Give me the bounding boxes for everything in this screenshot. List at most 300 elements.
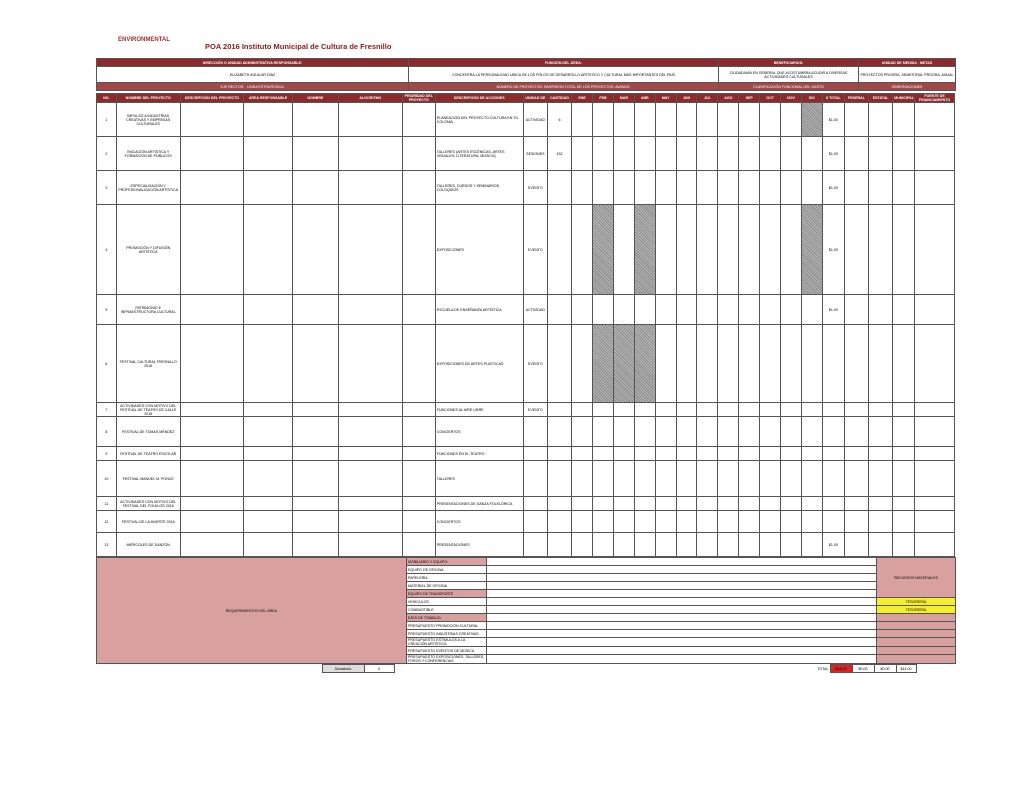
row-unidad: EVENTO (523, 403, 547, 417)
responsable-cell: ELIZABETH AGUILAR DÍAZ (97, 67, 409, 83)
requirement-item: EQUIPO DE TRANSPORTE (407, 590, 487, 598)
sumatoria-value: 0 (364, 665, 394, 673)
row-total: $1.00 (822, 533, 844, 557)
row-no: 3 (97, 171, 117, 205)
row-total (822, 447, 844, 461)
col-prioridad: PRIORIDAD DEL PROYECTO (402, 94, 435, 103)
row-unidad (523, 447, 547, 461)
row-total (822, 511, 844, 533)
row-nombre: PROMOCIÓN Y DIFUSIÓN ARTÍSTICA (116, 205, 180, 295)
req-grid (487, 598, 877, 606)
row-desc (180, 461, 244, 497)
month-cell (634, 325, 655, 403)
tesoreria-badge: TESORERÍA (877, 606, 956, 614)
month-cell (697, 325, 718, 403)
requirement-row (97, 558, 956, 566)
row-unidad: ACTIVIDAD (523, 103, 547, 137)
row-area (244, 533, 292, 557)
row-fuente (915, 205, 955, 295)
month-cell (613, 417, 634, 447)
month-header: MAR (613, 94, 634, 103)
row-no: 11 (97, 497, 117, 511)
month-cell (718, 447, 739, 461)
row-total: $1.00 (822, 205, 844, 295)
month-cell (718, 511, 739, 533)
row-fuente (915, 497, 955, 511)
total-label: TOTAL (817, 666, 829, 671)
month-cell (572, 325, 593, 403)
month-cell (697, 497, 718, 511)
month-cell (760, 533, 781, 557)
row-alg (338, 497, 402, 511)
row-no: 9 (97, 447, 117, 461)
month-cell (718, 103, 739, 137)
req-pad (877, 614, 956, 622)
row-nombre: FESTIVAL MANUEL M. PONCE (116, 461, 180, 497)
row-est (869, 511, 893, 533)
month-cell (655, 171, 676, 205)
month-cell (676, 205, 697, 295)
row-mun (893, 497, 915, 511)
row-cantidad (547, 325, 571, 403)
row-nombre: FESTIVAL DE TEATRO ESCOLAR (116, 447, 180, 461)
row-fuente (915, 103, 955, 137)
table-row (97, 511, 955, 533)
row-desc (180, 447, 244, 461)
month-cell (739, 417, 760, 447)
row-est (869, 533, 893, 557)
row-mun (893, 205, 915, 295)
row-nombre: IMPULSO A INDUSTRIAS CREATIVAS Y EMPRESAS CULTURALES (116, 103, 180, 137)
row-est (869, 205, 893, 295)
observaciones: OBSERVACIONES (859, 83, 956, 91)
row-est (869, 497, 893, 511)
row-mun (893, 403, 915, 417)
row-no: 8 (97, 417, 117, 447)
req-grid (487, 630, 877, 638)
row-fed (844, 417, 868, 447)
month-cell (634, 497, 655, 511)
month-header: JUL (697, 94, 718, 103)
month-cell (718, 325, 739, 403)
row-no: 4 (97, 205, 117, 295)
row-total (822, 403, 844, 417)
month-cell (613, 497, 634, 511)
month-cell (697, 103, 718, 137)
month-cell (718, 461, 739, 497)
month-cell (781, 403, 802, 417)
total-municipal: $14.00 (896, 665, 916, 673)
month-cell (760, 295, 781, 325)
month-header: ENE (572, 94, 593, 103)
row-fuente (915, 325, 955, 403)
month-cell (613, 171, 634, 205)
beneficiarios-header: BENEFICIARIOS: (719, 59, 859, 67)
req-grid (487, 590, 877, 598)
row-ind (292, 511, 338, 533)
total-sum: $14.00 (830, 665, 852, 673)
req-grid (487, 582, 877, 590)
row-cantidad: 6 (547, 103, 571, 137)
month-cell (697, 447, 718, 461)
month-cell (676, 171, 697, 205)
month-cell (593, 325, 614, 403)
metas-header: UNIDAD DE MEDIDA · METAS (859, 59, 956, 67)
table-row (97, 205, 955, 295)
row-unidad: ACTIVIDAD (523, 295, 547, 325)
row-nombre: ACTIVIDADES CON MOTIVO DEL FESTIVAL DEL FOLKLOR 2016 (116, 497, 180, 511)
col-acciones: DESCRIPCIÓN DE ACCIONES (435, 94, 523, 103)
row-accion: TALLERES (435, 461, 523, 497)
requirement-item: PRESUPUESTO PROMOCIÓN CULTURAL (407, 622, 487, 630)
month-cell (613, 295, 634, 325)
month-cell (572, 205, 593, 295)
month-cell (655, 103, 676, 137)
row-cantidad (547, 447, 571, 461)
row-alg (338, 533, 402, 557)
month-cell (739, 533, 760, 557)
row-unidad: EVENTO (523, 205, 547, 295)
month-cell (593, 497, 614, 511)
month-cell (572, 103, 593, 137)
row-fed (844, 447, 868, 461)
month-cell (572, 447, 593, 461)
month-cell (739, 447, 760, 461)
month-cell (697, 205, 718, 295)
row-nombre: FESTIVAL DE LA MUERTE 2016 (116, 511, 180, 533)
row-ind (292, 533, 338, 557)
row-desc (180, 533, 244, 557)
month-cell (676, 325, 697, 403)
month-cell (739, 171, 760, 205)
month-cell (634, 171, 655, 205)
requerimientos-label: REQUERIMIENTOS DEL ÁREA (97, 558, 407, 664)
col-area: ÁREA RESPONSABLE (244, 94, 292, 103)
row-est (869, 403, 893, 417)
table-row (97, 461, 955, 497)
header-table (96, 58, 956, 91)
row-alg (338, 205, 402, 295)
col-ind-nombre: NOMBRE (292, 94, 338, 103)
numero-proyectos: NÚMERO DE PROYECTOS: INVERSIÓN TOTAL DE LOS PROYECTOS: AVANCE: (409, 83, 719, 91)
row-accion: FUNCIONES EN EL TEATRO (435, 447, 523, 461)
month-cell (593, 533, 614, 557)
month-cell (781, 171, 802, 205)
month-header: NOV (781, 94, 802, 103)
month-cell (676, 137, 697, 171)
month-cell (781, 137, 802, 171)
month-cell (718, 497, 739, 511)
month-cell (613, 137, 634, 171)
row-fed (844, 325, 868, 403)
req-grid (487, 622, 877, 630)
row-prio (402, 447, 435, 461)
month-cell (739, 403, 760, 417)
month-cell (801, 205, 822, 295)
row-est (869, 447, 893, 461)
month-cell (801, 137, 822, 171)
month-cell (801, 447, 822, 461)
req-pad (877, 630, 956, 638)
row-est (869, 417, 893, 447)
row-no: 6 (97, 325, 117, 403)
row-area (244, 137, 292, 171)
row-prio (402, 171, 435, 205)
month-cell (613, 325, 634, 403)
month-cell (572, 511, 593, 533)
month-cell (781, 447, 802, 461)
month-cell (781, 205, 802, 295)
row-accion: TALLERES, CURSOS Y SEMINARIOS, COLOQUIOS (435, 171, 523, 205)
requirement-item: VEHÍCULOS (407, 598, 487, 606)
req-grid (487, 558, 877, 566)
month-cell (739, 137, 760, 171)
row-total: $1.00 (822, 103, 844, 137)
poa-spreadsheet (96, 58, 955, 673)
row-nombre: PATRIMONIO E INFRAESTRUCTURA CULTURAL (116, 295, 180, 325)
totals-table (96, 664, 955, 673)
row-ind (292, 325, 338, 403)
row-no: 10 (97, 461, 117, 497)
direccion-header: DIRECCIÓN O UNIDAD ADMINISTRATIVA RESPONSABLE: (97, 59, 409, 67)
row-area (244, 103, 292, 137)
row-alg (338, 171, 402, 205)
row-unidad: EVENTO (523, 325, 547, 403)
month-cell (697, 403, 718, 417)
row-fed (844, 295, 868, 325)
row-prio (402, 511, 435, 533)
month-cell (572, 461, 593, 497)
row-accion: ESCUELA DE ENSEÑANZA ARTÍSTICA (435, 295, 523, 325)
row-no: 1 (97, 103, 117, 137)
month-cell (655, 417, 676, 447)
req-grid (487, 638, 877, 647)
row-total: $1.00 (822, 295, 844, 325)
row-unidad (523, 533, 547, 557)
row-prio (402, 205, 435, 295)
row-area (244, 205, 292, 295)
month-cell (781, 295, 802, 325)
month-cell (593, 295, 614, 325)
col-cantidad: CANTIDAD (547, 94, 571, 103)
row-prio (402, 461, 435, 497)
beneficiarios-text: CIUDADANÍA EN GENERAL QUE ACOSTUMBRA ACUDIR A DIVERSAS ACTIVIDADES CULTURALES (719, 67, 859, 83)
month-cell (697, 171, 718, 205)
month-cell (697, 137, 718, 171)
month-cell (655, 403, 676, 417)
col-algoritmo: ALGORITMO (338, 94, 402, 103)
row-desc (180, 497, 244, 511)
row-alg (338, 417, 402, 447)
month-header: DIC (801, 94, 822, 103)
month-header: SEP (739, 94, 760, 103)
month-cell (572, 295, 593, 325)
month-cell (634, 447, 655, 461)
month-cell (760, 325, 781, 403)
month-cell (676, 533, 697, 557)
month-cell (572, 171, 593, 205)
req-grid (487, 566, 877, 574)
row-nombre: MIÉRCOLES DE DANZÓN (116, 533, 180, 557)
month-header: FEB (593, 94, 614, 103)
month-cell (760, 137, 781, 171)
funcion-header: FUNCIÓN DEL ÁREA: (409, 59, 719, 67)
month-cell (634, 205, 655, 295)
table-row (97, 137, 955, 171)
month-cell (801, 461, 822, 497)
rows-body (97, 103, 955, 557)
month-cell (676, 511, 697, 533)
month-cell (718, 295, 739, 325)
month-cell (593, 403, 614, 417)
row-prio (402, 417, 435, 447)
row-cantidad (547, 511, 571, 533)
row-fed (844, 137, 868, 171)
programacion-cell: PROYECTOS PROGRA. SEMESTRAL PROGRA. ANUAL (859, 67, 956, 83)
row-fuente (915, 417, 955, 447)
row-accion: EXPOSICIONES DE ARTES PLÁSTICAS (435, 325, 523, 403)
row-ind (292, 205, 338, 295)
row-accion: EXPOSICIONES (435, 205, 523, 295)
row-est (869, 461, 893, 497)
row-alg (338, 511, 402, 533)
month-cell (634, 461, 655, 497)
row-alg (338, 447, 402, 461)
row-unidad: EVENTO (523, 171, 547, 205)
row-area (244, 295, 292, 325)
row-est (869, 171, 893, 205)
month-cell (760, 447, 781, 461)
month-cell (676, 461, 697, 497)
row-area (244, 171, 292, 205)
month-cell (655, 325, 676, 403)
row-alg (338, 103, 402, 137)
row-cantidad (547, 497, 571, 511)
requirement-item: PRESUPUESTO ESTÍMULOS A LA CREACIÓN ARTÍSTICA (407, 638, 487, 647)
month-cell (739, 461, 760, 497)
row-no: 5 (97, 295, 117, 325)
month-cell (655, 461, 676, 497)
month-cell (613, 511, 634, 533)
row-ind (292, 497, 338, 511)
month-cell (760, 403, 781, 417)
month-header: ABR (634, 94, 655, 103)
month-cell (613, 447, 634, 461)
month-cell (739, 497, 760, 511)
row-cantidad (547, 171, 571, 205)
req-pad (877, 638, 956, 647)
row-fuente (915, 447, 955, 461)
row-desc (180, 171, 244, 205)
month-cell (655, 511, 676, 533)
row-fed (844, 511, 868, 533)
requirement-item: PRESUPUESTO INDUSTRIAS CREATIVAS (407, 630, 487, 638)
month-cell (760, 205, 781, 295)
row-desc (180, 205, 244, 295)
month-cell (676, 447, 697, 461)
row-ind (292, 171, 338, 205)
row-unidad (523, 511, 547, 533)
month-cell (676, 403, 697, 417)
row-cantidad (547, 461, 571, 497)
month-cell (760, 103, 781, 137)
tesoreria-badge: TESORERÍA (877, 598, 956, 606)
row-area (244, 325, 292, 403)
month-cell (655, 447, 676, 461)
month-cell (718, 171, 739, 205)
row-alg (338, 403, 402, 417)
row-ind (292, 403, 338, 417)
logo: ENVIRONMENTAL (118, 37, 170, 43)
requirement-item: PAPELERÍA (407, 574, 487, 582)
req-pad (877, 622, 956, 630)
requirement-item: EQUIPO DE OFICINA (407, 566, 487, 574)
month-cell (593, 137, 614, 171)
row-mun (893, 511, 915, 533)
row-nombre: INICIACIÓN ARTÍSTICA Y FORMACIÓN DE PÚBLICOS (116, 137, 180, 171)
month-cell (593, 447, 614, 461)
month-cell (781, 325, 802, 403)
row-accion: PRESENTACIONES (435, 533, 523, 557)
row-mun (893, 137, 915, 171)
month-cell (593, 417, 614, 447)
month-cell (697, 533, 718, 557)
total-federal: $0.00 (852, 665, 874, 673)
eje-rector: EJE RECTOR: LÍNEA ESTRATÉGICA: (97, 83, 409, 91)
month-cell (613, 205, 634, 295)
month-cell (697, 511, 718, 533)
month-cell (801, 295, 822, 325)
month-cell (760, 171, 781, 205)
row-fuente (915, 533, 955, 557)
row-total (822, 461, 844, 497)
month-cell (634, 511, 655, 533)
month-cell (801, 171, 822, 205)
page-title: POA 2016 Instituto Municipal de Cultura de Fresnillo (205, 42, 392, 51)
row-alg (338, 325, 402, 403)
table-row (97, 533, 955, 557)
row-prio (402, 497, 435, 511)
row-mun (893, 447, 915, 461)
row-area (244, 511, 292, 533)
row-desc (180, 103, 244, 137)
table-row (97, 295, 955, 325)
month-cell (655, 205, 676, 295)
row-unidad: SESIONES (523, 137, 547, 171)
row-nombre: FESTIVAL DE TOMAS MÉNDEZ (116, 417, 180, 447)
row-alg (338, 137, 402, 171)
month-cell (655, 137, 676, 171)
row-accion: FUNCIONES AL AIRE LIBRE (435, 403, 523, 417)
row-est (869, 295, 893, 325)
month-cell (655, 533, 676, 557)
row-fuente (915, 511, 955, 533)
row-fuente (915, 461, 955, 497)
row-fed (844, 497, 868, 511)
month-header: JUN (676, 94, 697, 103)
row-fed (844, 171, 868, 205)
row-fed (844, 461, 868, 497)
month-cell (718, 533, 739, 557)
row-desc (180, 325, 244, 403)
col-desc: DESCRIPCIÓN DEL PROYECTO (180, 94, 244, 103)
table-row (97, 403, 955, 417)
row-prio (402, 137, 435, 171)
row-mun (893, 461, 915, 497)
row-desc (180, 403, 244, 417)
row-fuente (915, 295, 955, 325)
row-desc (180, 137, 244, 171)
